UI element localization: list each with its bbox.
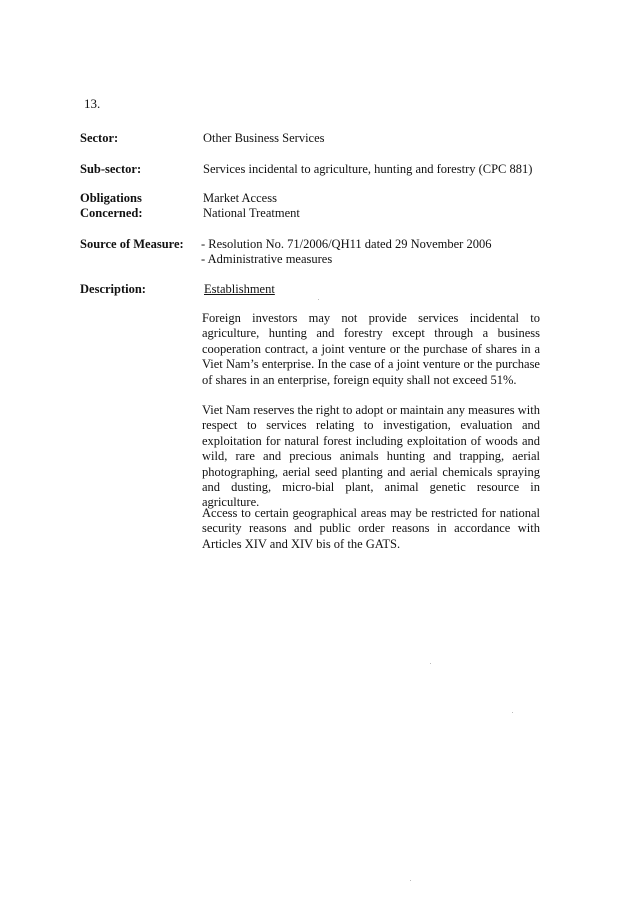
scan-speck <box>410 880 411 881</box>
description-paragraph: Access to certain geographical areas may be restricted for national security reasons and public order reasons in accordance with Articles XIV and XIV bis of the GATS. <box>202 506 540 551</box>
scan-speck <box>430 663 431 664</box>
source-of-measure-label: Source of Measure: <box>80 237 184 251</box>
description-paragraph: Foreign investors may not provide services incidental to agriculture, hunting and forestry except through a business cooperation contract, a joint venture or the purchase of shares in a Viet Nam’s enterprise. In the case of a joint venture or the purchase of shares in an enterprise, foreign equity shall not exceed 51%. <box>202 311 540 387</box>
scan-speck <box>318 299 319 300</box>
sub-sector-value: Services incidental to agriculture, hunting and forestry (CPC 881) <box>203 162 533 176</box>
obligations-label-line1: Obligations <box>80 191 142 205</box>
sector-label: Sector: <box>80 131 119 145</box>
sector-value: Other Business Services <box>203 131 325 145</box>
obligations-list <box>203 191 543 221</box>
source-of-measure-list <box>201 237 541 267</box>
obligations-label-line2: Concerned: <box>80 206 143 220</box>
entry-number: 13. <box>84 96 101 111</box>
source-item: - Resolution No. 71/2006/QH11 dated 29 November 2006 <box>201 237 492 251</box>
obligation-item: Market Access <box>203 191 277 205</box>
source-item: - Administrative measures <box>201 252 333 266</box>
scan-speck <box>512 712 513 713</box>
obligation-item: National Treatment <box>203 206 300 220</box>
description-label: Description: <box>80 282 146 296</box>
obligations-label <box>80 191 198 221</box>
description-heading: Establishment <box>204 282 275 296</box>
sub-sector-label: Sub-sector: <box>80 162 142 176</box>
description-paragraph: Viet Nam reserves the right to adopt or maintain any measures with respect to services relating to investigation, evaluation and exploitation for natural forest including exploitation of woods and wild, rare and precious animals hunting and trapping, aerial photographing, aerial seed planting and aerial chemicals spraying and dusting, micro-bial plant, animal genetic resource in agriculture. <box>202 403 540 510</box>
